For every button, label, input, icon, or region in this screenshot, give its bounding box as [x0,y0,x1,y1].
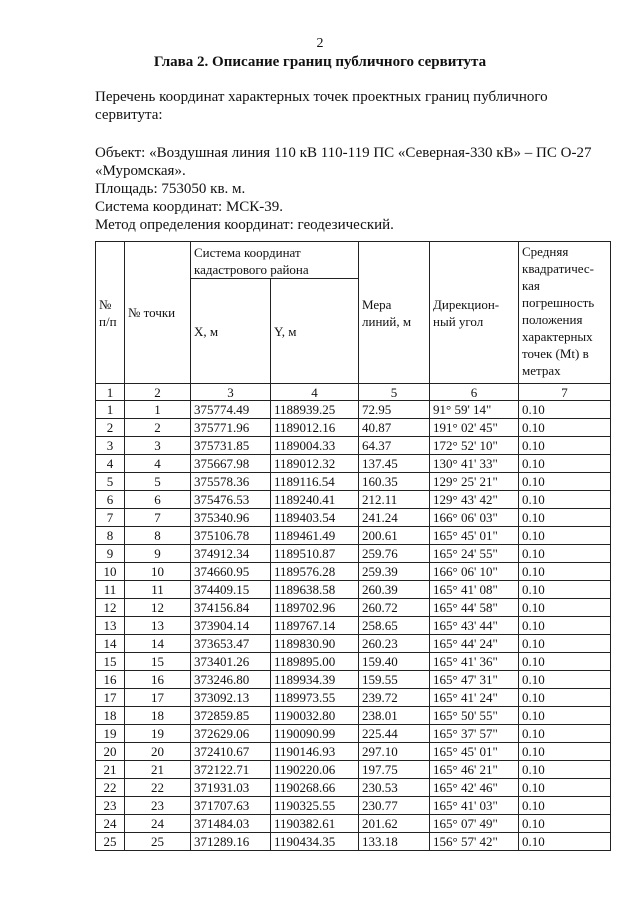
table-row [96,545,611,563]
table-cell: 40.87 [359,419,430,437]
table-cell: 0.10 [519,743,611,761]
column-number: 3 [191,384,271,401]
table-cell: 5 [125,473,191,491]
table-cell: 297.10 [359,743,430,761]
table-cell: 259.39 [359,563,430,581]
table-cell: 166° 06' 03" [430,509,519,527]
table-cell: 1190382.61 [271,815,359,833]
table-cell: 212.11 [359,491,430,509]
table-row [96,635,611,653]
table-cell: 1189895.00 [271,653,359,671]
table-cell: 372122.71 [191,761,271,779]
table-cell: 1189638.58 [271,581,359,599]
table-cell: 375731.85 [191,437,271,455]
table-cell: 11 [96,581,125,599]
table-row [96,833,611,851]
table-cell: 0.10 [519,419,611,437]
table-cell: 1190268.66 [271,779,359,797]
table-cell: 16 [125,671,191,689]
table-cell: 0.10 [519,635,611,653]
table-cell: 129° 25' 21" [430,473,519,491]
table-cell: 374156.84 [191,599,271,617]
table-row [96,491,611,509]
table-cell: 4 [125,455,191,473]
page-number: 2 [316,36,324,51]
table-cell: 16 [96,671,125,689]
object-description: Объект: «Воздушная линия 110 кВ 110-119 ПС «Северная-330 кВ» – ПС О-27 «Муромская». [95,145,592,179]
table-cell: 165° 44' 24" [430,635,519,653]
table-cell: 0.10 [519,509,611,527]
table-cell: 6 [125,491,191,509]
table-cell: 259.76 [359,545,430,563]
table-cell: 0.10 [519,653,611,671]
table-row [96,581,611,599]
table-cell: 23 [96,797,125,815]
table-row [96,401,611,419]
table-row [96,707,611,725]
determination-method: Метод определения координат: геодезический. [95,217,394,233]
table-row [96,419,611,437]
table-cell: 1189240.41 [271,491,359,509]
table-cell: 7 [96,509,125,527]
table-cell: 9 [125,545,191,563]
table-cell: 72.95 [359,401,430,419]
table-cell: 5 [96,473,125,491]
table-cell: 375774.49 [191,401,271,419]
table-cell: 20 [96,743,125,761]
table-cell: 15 [96,653,125,671]
table-cell: 375340.96 [191,509,271,527]
table-cell: 0.10 [519,581,611,599]
table-cell: 8 [125,527,191,545]
table-cell: 1190032.80 [271,707,359,725]
table-cell: 165° 44' 58" [430,599,519,617]
header-num: № п/п [96,242,125,384]
header-direction: Дирекцион-ный угол [430,242,519,384]
column-number: 6 [430,384,519,401]
table-cell: 373653.47 [191,635,271,653]
table-cell: 260.39 [359,581,430,599]
table-cell: 172° 52' 10" [430,437,519,455]
table-cell: 2 [125,419,191,437]
table-cell: 201.62 [359,815,430,833]
table-cell: 3 [96,437,125,455]
table-cell: 1189004.33 [271,437,359,455]
table-cell: 12 [96,599,125,617]
table-cell: 0.10 [519,401,611,419]
table-cell: 375667.98 [191,455,271,473]
header-x: X, м [191,279,271,384]
table-cell: 373246.80 [191,671,271,689]
table-cell: 230.77 [359,797,430,815]
table-cell: 160.35 [359,473,430,491]
table-cell: 165° 24' 55" [430,545,519,563]
table-cell: 0.10 [519,797,611,815]
table-cell: 165° 41' 08" [430,581,519,599]
table-cell: 0.10 [519,779,611,797]
table-cell: 197.75 [359,761,430,779]
table-cell: 1189403.54 [271,509,359,527]
table-cell: 0.10 [519,455,611,473]
table-cell: 1189012.16 [271,419,359,437]
table-cell: 371484.03 [191,815,271,833]
table-cell: 0.10 [519,707,611,725]
table-cell: 23 [125,797,191,815]
table-cell: 1189116.54 [271,473,359,491]
table-cell: 0.10 [519,815,611,833]
table-cell: 165° 46' 21" [430,761,519,779]
table-row [96,617,611,635]
table-cell: 0.10 [519,725,611,743]
table-cell: 0.10 [519,563,611,581]
table-row [96,599,611,617]
table-cell: 22 [96,779,125,797]
table-cell: 165° 43' 44" [430,617,519,635]
table-row [96,437,611,455]
header-point: № точки [125,242,191,384]
table-cell: 191° 02' 45" [430,419,519,437]
table-cell: 14 [125,635,191,653]
table-cell: 372410.67 [191,743,271,761]
header-coord-system: Система координат кадастрового района [191,242,359,279]
table-cell: 372859.85 [191,707,271,725]
table-cell: 1189012.32 [271,455,359,473]
table-row [96,671,611,689]
table-cell: 0.10 [519,689,611,707]
table-cell: 371931.03 [191,779,271,797]
table-cell: 375476.53 [191,491,271,509]
table-cell: 375771.96 [191,419,271,437]
table-cell: 373092.13 [191,689,271,707]
table-cell: 22 [125,779,191,797]
column-number: 1 [96,384,125,401]
table-cell: 12 [125,599,191,617]
table-cell: 6 [96,491,125,509]
table-row [96,563,611,581]
table-row [96,797,611,815]
table-cell: 239.72 [359,689,430,707]
table-cell: 159.55 [359,671,430,689]
table-cell: 0.10 [519,671,611,689]
header-measure: Мера линий, м [359,242,430,384]
table-cell: 9 [96,545,125,563]
table-cell: 13 [96,617,125,635]
table-cell: 24 [96,815,125,833]
chapter-title: Глава 2. Описание границ публичного сервитута [153,54,487,70]
table-cell: 1190434.35 [271,833,359,851]
table-cell: 374660.95 [191,563,271,581]
table-cell: 166° 06' 10" [430,563,519,581]
table-cell: 1189830.90 [271,635,359,653]
table-cell: 241.24 [359,509,430,527]
table-row [96,455,611,473]
table-cell: 0.10 [519,617,611,635]
table-cell: 4 [96,455,125,473]
table-row [96,815,611,833]
table-cell: 64.37 [359,437,430,455]
table-cell: 21 [96,761,125,779]
header-error: Средняя квадратичес-кая погрешность положения характерных точек (Mt) в метрах [519,242,611,384]
table-cell: 10 [125,563,191,581]
column-number: 2 [125,384,191,401]
table-cell: 230.53 [359,779,430,797]
table-cell: 15 [125,653,191,671]
table-cell: 372629.06 [191,725,271,743]
table-cell: 1189510.87 [271,545,359,563]
table-cell: 165° 45' 01" [430,743,519,761]
table-cell: 260.72 [359,599,430,617]
coordinate-system: Система координат: МСК-39. [95,199,284,215]
table-row [96,761,611,779]
table-cell: 10 [96,563,125,581]
table-cell: 371289.16 [191,833,271,851]
table-row [96,509,611,527]
table-row [96,653,611,671]
table-cell: 200.61 [359,527,430,545]
table-cell: 238.01 [359,707,430,725]
table-cell: 1189576.28 [271,563,359,581]
table-cell: 0.10 [519,491,611,509]
table-cell: 11 [125,581,191,599]
table-row [96,725,611,743]
table-cell: 374912.34 [191,545,271,563]
table-cell: 1189934.39 [271,671,359,689]
table-cell: 0.10 [519,833,611,851]
table-cell: 258.65 [359,617,430,635]
table-cell: 0.10 [519,473,611,491]
intro-text: Перечень координат характерных точек проектных границ публичного сервитута: [95,89,548,123]
table-cell: 165° 41' 36" [430,653,519,671]
table-cell: 225.44 [359,725,430,743]
column-number: 4 [271,384,359,401]
table-cell: 260.23 [359,635,430,653]
table-cell: 8 [96,527,125,545]
object-meta [95,144,595,234]
table-cell: 1190090.99 [271,725,359,743]
table-cell: 165° 50' 55" [430,707,519,725]
table-cell: 165° 07' 49" [430,815,519,833]
table-cell: 91° 59' 14" [430,401,519,419]
table-cell: 371707.63 [191,797,271,815]
table-cell: 165° 41' 03" [430,797,519,815]
table-cell: 13 [125,617,191,635]
table-cell: 129° 43' 42" [430,491,519,509]
header-y: Y, м [271,279,359,384]
table-cell: 1189973.55 [271,689,359,707]
table-cell: 19 [96,725,125,743]
table-cell: 3 [125,437,191,455]
table-cell: 165° 42' 46" [430,779,519,797]
table-row [96,473,611,491]
table-cell: 165° 45' 01" [430,527,519,545]
table-cell: 7 [125,509,191,527]
column-number: 5 [359,384,430,401]
column-numbers-row [96,384,611,401]
area-value: Площадь: 753050 кв. м. [95,181,246,197]
table-cell: 165° 41' 24" [430,689,519,707]
table-cell: 165° 47' 31" [430,671,519,689]
table-cell: 25 [125,833,191,851]
table-cell: 373401.26 [191,653,271,671]
table-cell: 1189767.14 [271,617,359,635]
table-row [96,779,611,797]
table-cell: 1190220.06 [271,761,359,779]
table-cell: 375106.78 [191,527,271,545]
column-number: 7 [519,384,611,401]
table-cell: 20 [125,743,191,761]
table-row [96,689,611,707]
coordinates-body [96,401,611,851]
table-cell: 1188939.25 [271,401,359,419]
table-cell: 375578.36 [191,473,271,491]
table-cell: 1189702.96 [271,599,359,617]
table-cell: 0.10 [519,599,611,617]
table-cell: 130° 41' 33" [430,455,519,473]
table-cell: 137.45 [359,455,430,473]
table-cell: 17 [96,689,125,707]
table-cell: 19 [125,725,191,743]
table-cell: 25 [96,833,125,851]
table-cell: 17 [125,689,191,707]
table-cell: 373904.14 [191,617,271,635]
table-row [96,743,611,761]
table-cell: 14 [96,635,125,653]
table-cell: 1 [96,401,125,419]
table-cell: 1190325.55 [271,797,359,815]
table-cell: 24 [125,815,191,833]
table-cell: 2 [96,419,125,437]
coordinates-table [95,241,611,851]
table-row [96,527,611,545]
table-cell: 21 [125,761,191,779]
table-cell: 0.10 [519,761,611,779]
table-cell: 1189461.49 [271,527,359,545]
table-cell: 0.10 [519,545,611,563]
table-cell: 18 [125,707,191,725]
table-cell: 374409.15 [191,581,271,599]
table-cell: 18 [96,707,125,725]
table-cell: 133.18 [359,833,430,851]
table-cell: 0.10 [519,437,611,455]
table-cell: 159.40 [359,653,430,671]
table-cell: 1190146.93 [271,743,359,761]
table-cell: 1 [125,401,191,419]
table-cell: 165° 37' 57" [430,725,519,743]
table-cell: 156° 57' 42" [430,833,519,851]
table-cell: 0.10 [519,527,611,545]
